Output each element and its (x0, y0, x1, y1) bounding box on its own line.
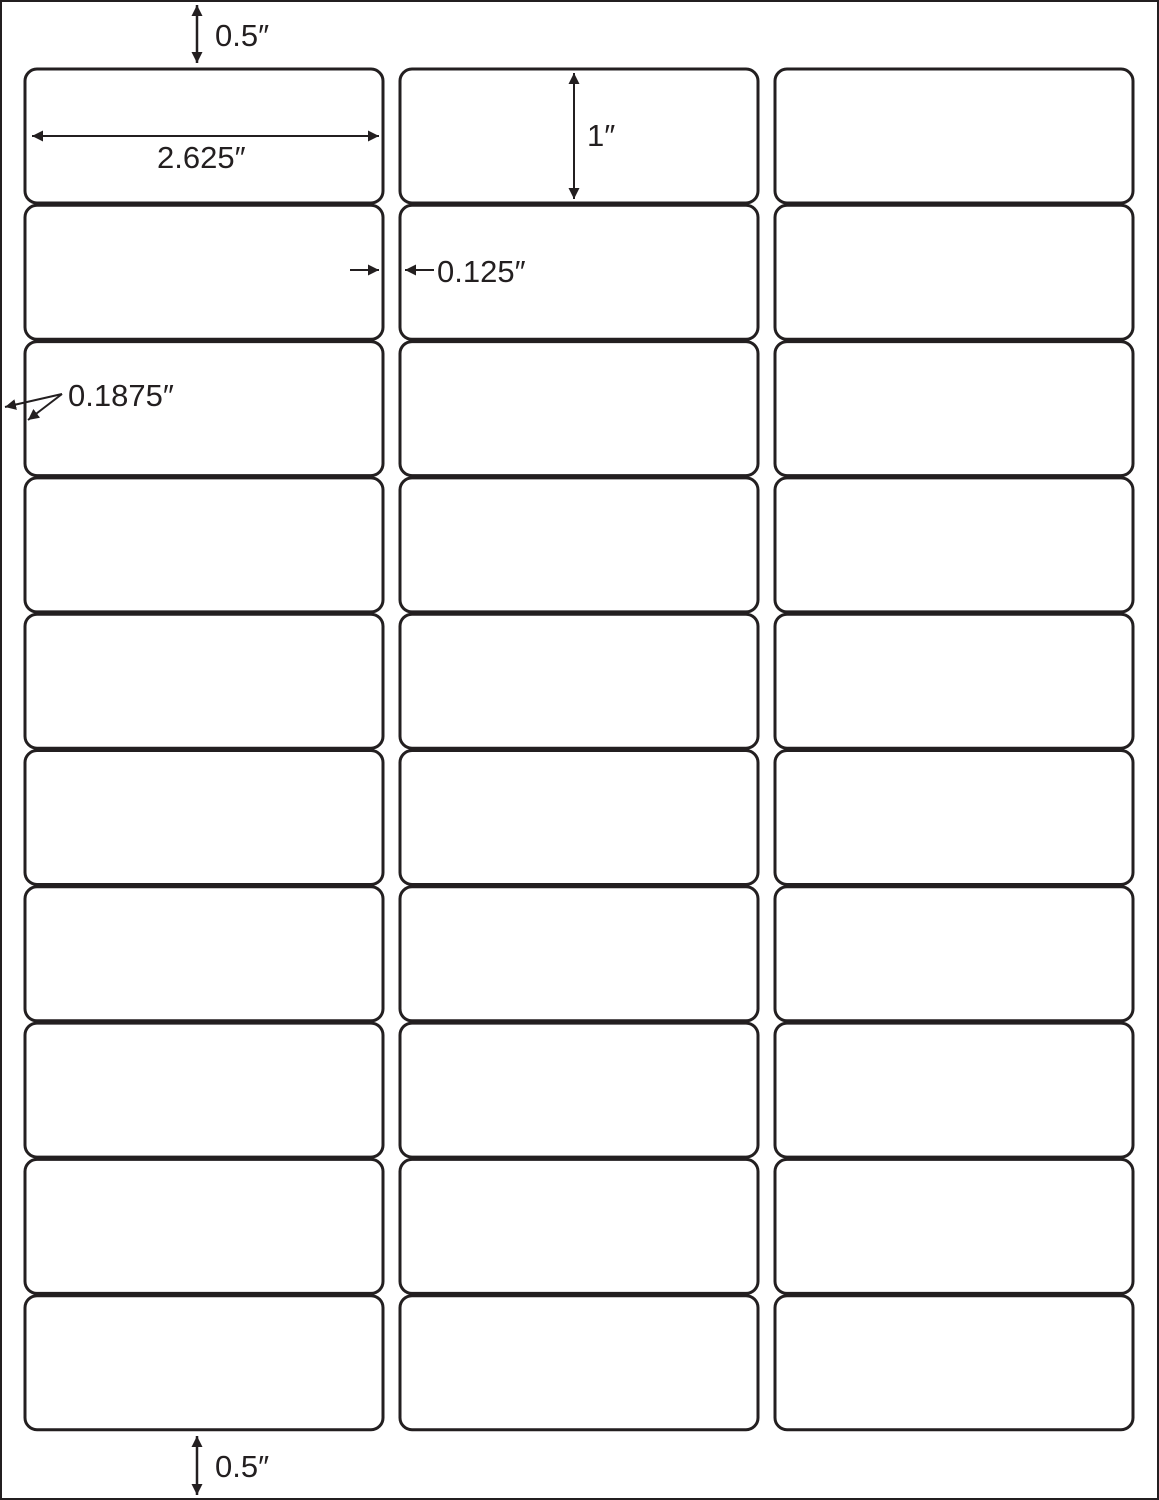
label-r4-c3 (775, 478, 1133, 612)
label-height-label: 1″ (587, 118, 616, 153)
label-r1-c2 (400, 69, 758, 203)
side-margin-label: 0.1875″ (68, 378, 174, 413)
label-r6-c1 (25, 751, 383, 885)
label-r8-c2 (400, 1023, 758, 1157)
label-r8-c3 (775, 1023, 1133, 1157)
label-r3-c2 (400, 342, 758, 476)
bottom-margin-dimension (197, 1436, 269, 1495)
label-r6-c3 (775, 751, 1133, 885)
label-r9-c3 (775, 1159, 1133, 1293)
label-r7-c3 (775, 887, 1133, 1021)
label-r2-c1 (25, 205, 383, 339)
label-r5-c2 (400, 614, 758, 748)
label-r7-c2 (400, 887, 758, 1021)
label-width-label: 2.625″ (157, 140, 246, 175)
label-r5-c1 (25, 614, 383, 748)
label-r10-c2 (400, 1296, 758, 1430)
label-r8-c1 (25, 1023, 383, 1157)
label-height-dimension (574, 73, 615, 199)
top-margin-label: 0.5″ (215, 18, 270, 53)
bottom-margin-label: 0.5″ (215, 1449, 270, 1484)
label-r6-c2 (400, 751, 758, 885)
label-r10-c3 (775, 1296, 1133, 1430)
label-width-dimension (32, 136, 379, 175)
label-r3-c3 (775, 342, 1133, 476)
label-r5-c3 (775, 614, 1133, 748)
label-r9-c1 (25, 1159, 383, 1293)
label-r9-c2 (400, 1159, 758, 1293)
label-r7-c1 (25, 887, 383, 1021)
label-r1-c3 (775, 69, 1133, 203)
label-r4-c2 (400, 478, 758, 612)
horizontal-gap-label: 0.125″ (437, 254, 526, 289)
side-margin-dimension (5, 378, 174, 420)
top-margin-dimension (197, 5, 269, 63)
labels-grid (25, 69, 1133, 1430)
label-r10-c1 (25, 1296, 383, 1430)
horizontal-gap-dimension (350, 254, 526, 289)
label-r4-c1 (25, 478, 383, 612)
label-r2-c3 (775, 205, 1133, 339)
